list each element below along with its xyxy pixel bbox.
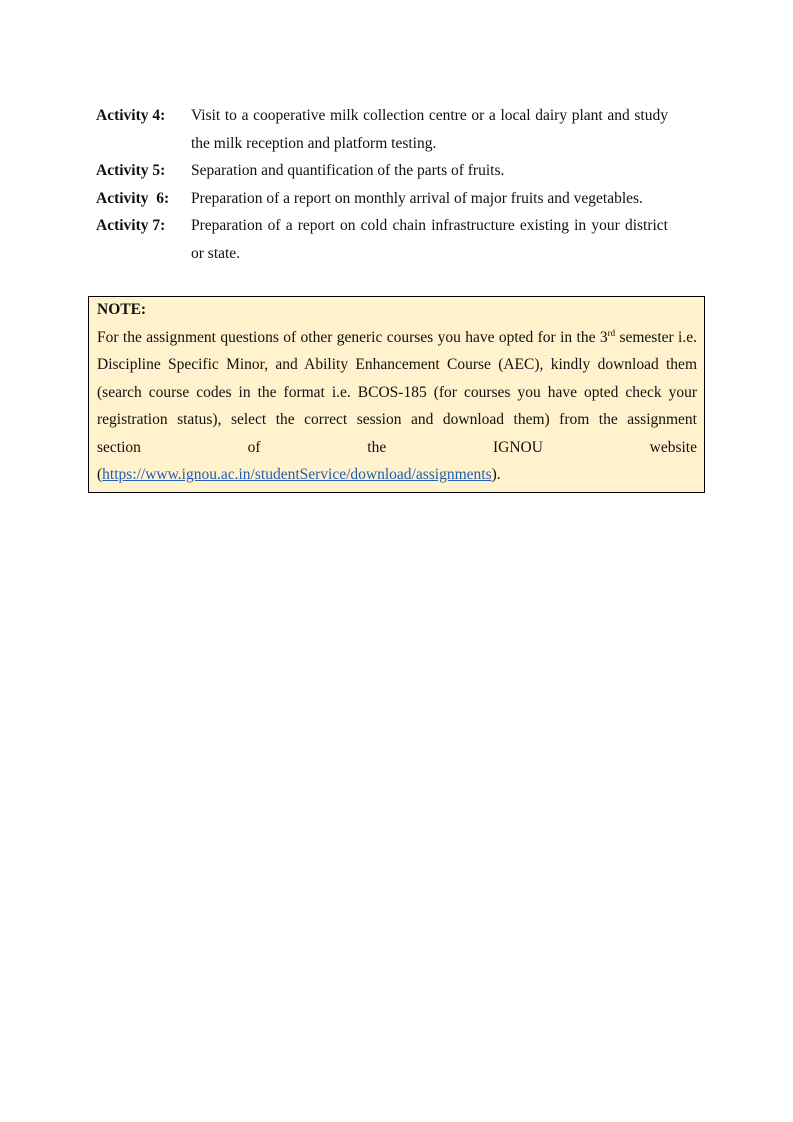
note-line: section of the IGNOU website xyxy=(97,438,697,456)
activity-label: Activity 4: xyxy=(96,107,166,124)
note-text: semester i.e. xyxy=(615,328,697,346)
activity-item xyxy=(96,212,668,267)
assignments-link[interactable]: https://www.ignou.ac.in/studentService/download/assignments xyxy=(102,466,492,483)
note-line: Discipline Specific Minor, and Ability Enhancement Course (AEC), kindly download them xyxy=(97,356,697,373)
activity-label: Activity 7: xyxy=(96,217,166,234)
activity-list xyxy=(96,102,668,267)
activity-item xyxy=(96,102,668,157)
note-line: (search course codes in the format i.e. BCOS-185 (for courses you have opted check your xyxy=(97,383,697,401)
note-superscript: rd xyxy=(607,327,616,338)
activity-item xyxy=(96,157,668,185)
note-text: ( xyxy=(97,466,103,483)
note-box xyxy=(88,296,705,493)
note-text: ). xyxy=(491,466,501,483)
activity-text: Preparation of a report on cold chain infrastructure existing in your district or state. xyxy=(191,217,668,262)
activity-text: Visit to a cooperative milk collection centre or a local dairy plant and study the milk reception and platform testing. xyxy=(191,107,668,152)
note-line: registration status), select the correct session and download them) from the assignment xyxy=(97,411,697,428)
activity-item xyxy=(96,185,668,213)
activity-text: Preparation of a report on monthly arrival of major fruits and vegetables. xyxy=(191,189,643,207)
activity-label: Activity 6: xyxy=(96,189,170,207)
note-title: NOTE: xyxy=(97,301,147,318)
activity-label: Activity 5: xyxy=(96,162,166,179)
note-text: For the assignment questions of other generic courses you have opted for in the 3 xyxy=(97,328,608,346)
note-line xyxy=(97,324,697,352)
activity-text: Separation and quantification of the parts of fruits. xyxy=(191,162,505,179)
note-line xyxy=(97,461,697,489)
